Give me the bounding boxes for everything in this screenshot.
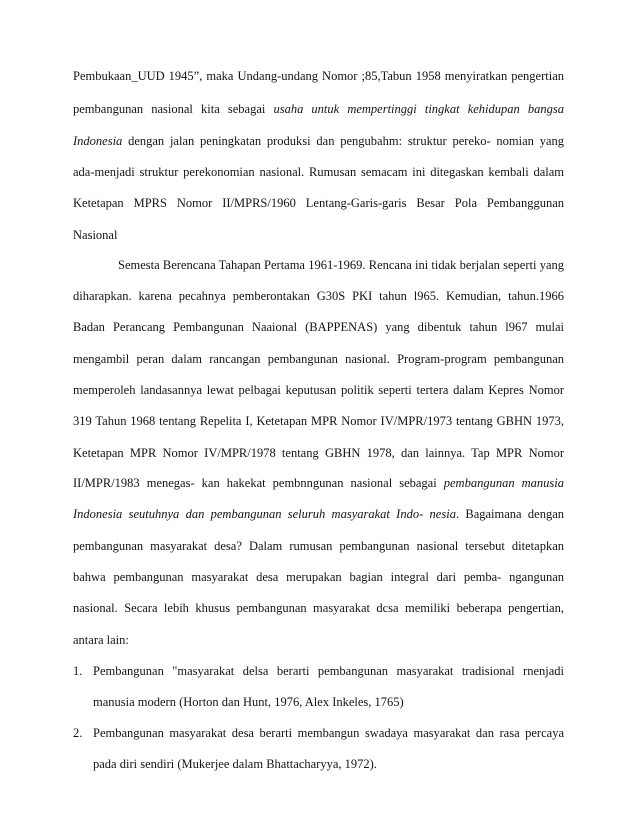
text-line: memperoleh landasannya lewat pelbagai keputusan politik seperti tertera dalam Kepres Nomor (73, 383, 564, 397)
list-item-line: Pembangunan masyarakat desa berarti membangun swadaya masyarakat dan rasa percaya (93, 726, 564, 740)
paragraph-first-line: Semesta Berencana Tahapan Pertama 1961-1969. Rencana ini tidak berjalan seperti yang (118, 258, 564, 272)
text-line: Pembukaan_UUD 1945”, maka Undang-undang Nomor ;85,Tabun 1958 menyiratkan pengertian (73, 69, 564, 83)
text-line: 319 Tahun 1968 tentang Repelita I, Ketetapan MPR Nomor IV/MPR/1973 tentang GBHN 1973, (73, 414, 564, 428)
text-line: Badan Perancang Pembangunan Naaional (BAPPENAS) yang dibentuk tahun l967 mulai (73, 320, 564, 334)
text-line: ada-menjadi struktur perekonomian nasional. Rumusan semacam ini ditegaskan kembali dalam (73, 165, 564, 179)
list-number: 2. (73, 726, 83, 740)
italic-phrase: usaha untuk mempertinggi tingkat kehidupan bangsa (273, 102, 564, 116)
text-line: Indonesia seutuhnya dan pembangunan seluruh masyarakat Indo- nesia. Bagaimana dengan (73, 507, 564, 521)
text-line: Ketetapan MPRS Nomor II/MPRS/1960 Lentang-Garis-garis Besar Pola Pembanggunan (73, 196, 564, 210)
list-number: 1. (73, 664, 83, 678)
italic-phrase: pembangunan manusia (443, 476, 564, 490)
text-line: mengambil peran dalam rancangan pembangunan nasional. Program-program pembangunan (73, 352, 564, 366)
text-line: Ketetapan MPR Nomor IV/MPR/1978 tentang GBHN 1978, dan lainnya. Tap MPR Nomor (73, 446, 564, 460)
text-line: pembangunan masyarakat desa? Dalam rumusan pembangunan nasional tersebut ditetapkan (73, 539, 564, 553)
text-line: Nasional (73, 228, 118, 242)
italic-phrase: Indonesia (73, 134, 123, 148)
text-line: nasional. Secara lebih khusus pembangunan masyarakat dcsa memiliki beberapa pengertian, (73, 601, 564, 615)
text-line: bahwa pembangunan masyarakat desa merupakan bagian integral dari pemba- ngangunan (73, 570, 564, 584)
list-item-line: manusia modern (Horton dan Hunt, 1976, Alex Inkeles, 1765) (93, 695, 404, 709)
text-line: antara lain: (73, 633, 129, 647)
list-item-line: Pembangunan "masyarakat delsa berarti pembangunan masyarakat tradisional rnenjadi (93, 664, 564, 678)
italic-phrase: Indonesia seutuhnya dan pembangunan seluruh masyarakat Indo- nesia (73, 507, 456, 521)
list-item-line: pada diri sendiri (Mukerjee dalam Bhattacharyya, 1972). (93, 757, 377, 771)
text-line: pembangunan nasional kita sebagai usaha untuk mempertinggi tingkat kehidupan bangsa (73, 102, 564, 116)
text-line: II/MPR/1983 menegas- kan hakekat pembnngunan nasional sebagai pembangunan manusia (73, 476, 564, 490)
text-line: diharapkan. karena pecahnya pemberontakan G30S PKI tahun l965. Kemudian, tahun.1966 (73, 289, 564, 303)
text-line: Indonesia dengan jalan peningkatan produksi dan pengubahm: struktur pereko- nomian yang (73, 134, 564, 148)
